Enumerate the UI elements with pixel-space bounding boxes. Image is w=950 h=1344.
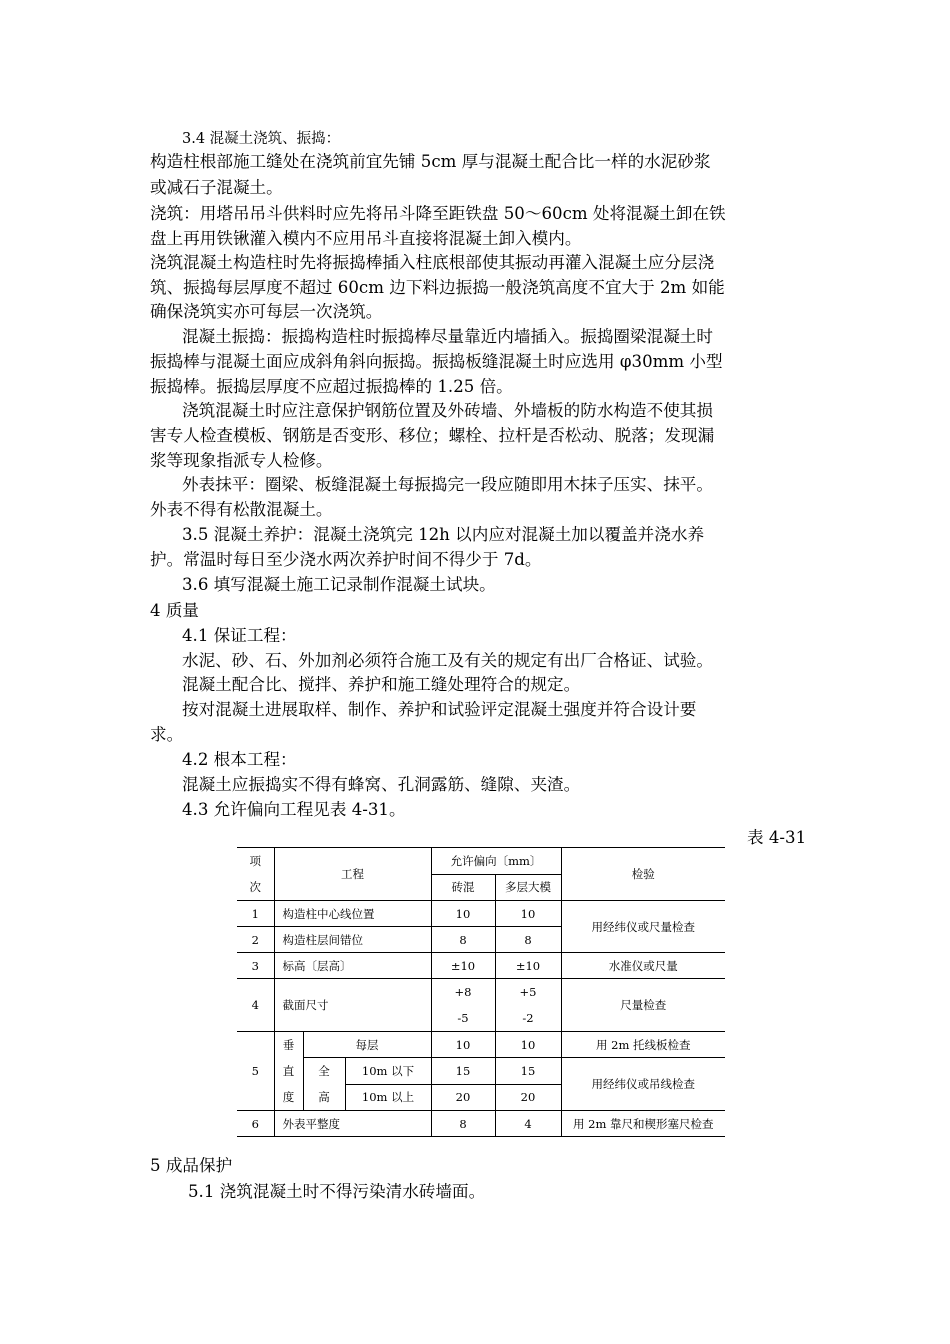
paragraph-line: 浇筑混凝土时应注意保护钢筋位置及外砖墙、外墙板的防水构造不使其损: [182, 401, 713, 420]
row-no: 3: [237, 953, 274, 979]
paragraph-line: 筑、振捣每层厚度不超过 60cm 边下料边振捣一般浇筑高度不宜大于 2m 如能: [150, 278, 725, 297]
section-heading-3-6: 3.6 填写混凝土施工记录制作混凝土试块。: [182, 575, 496, 594]
paragraph-line: 护。常温时每日至少浇水两次养护时间不得少于 7d。: [150, 550, 542, 569]
paragraph-line: 混凝土配合比、搅拌、养护和施工缝处理符合的规定。: [182, 675, 581, 694]
row-brick: 8: [431, 927, 495, 953]
paragraph-line: 按对混凝土进展取样、制作、养护和试验评定混凝土强度并符合设计要: [182, 700, 697, 719]
row-no: 5: [237, 1032, 274, 1111]
section-heading-4-1: 4.1 保证工程：: [182, 626, 297, 645]
row-multi: 15: [495, 1058, 561, 1085]
table-caption: 表 4-31: [747, 828, 807, 847]
section-heading-5-1: 5.1 浇筑混凝土时不得污染清水砖墙面。: [188, 1182, 486, 1201]
section-heading-4-3: 4.3 允许偏向工程见表 4-31。: [182, 800, 406, 819]
paragraph-line: 浇筑混凝土构造柱时先将振捣棒插入柱底根部使其振动再灌入混凝土应分层浇: [150, 253, 715, 272]
paragraph-line: 外表不得有松散混凝土。: [150, 500, 333, 519]
table-row: [237, 1058, 725, 1085]
table-header-row: [237, 848, 725, 875]
row-item: 构造柱层间错位: [274, 927, 431, 953]
row-check: 尺量检查: [561, 979, 725, 1032]
row-check: 用经纬仪或吊线检查: [561, 1058, 725, 1111]
paragraph-line: 水泥、砂、石、外加剂必须符合施工及有关的规定有出厂合格证、试验。: [182, 651, 713, 670]
row-multi: 4: [495, 1111, 561, 1137]
row-check: 用 2m 托线板检查: [561, 1032, 725, 1058]
section-heading-4-2: 4.2 根本工程：: [182, 750, 297, 769]
row-brick: 10: [431, 1032, 495, 1058]
row-no: 2: [237, 927, 274, 953]
row-subitem: 每层: [303, 1032, 431, 1058]
row-check: 用 2m 靠尺和楔形塞尺检查: [561, 1111, 725, 1137]
row-no: 6: [237, 1111, 274, 1137]
row-subitem-all: 全 高: [303, 1058, 345, 1111]
row-item-vertical: 垂 直 度: [274, 1032, 303, 1111]
paragraph-line: 混凝土应振捣实不得有蜂窝、孔洞露筋、缝隙、夹渣。: [182, 775, 581, 794]
paragraph-line: 求。: [150, 725, 184, 744]
row-brick: 8: [431, 1111, 495, 1137]
table-row: [237, 1032, 725, 1058]
row-brick: 15: [431, 1058, 495, 1085]
table-row: [237, 901, 725, 927]
paragraph-line: 害专人检查模板、钢筋是否变形、移位；螺栓、拉杆是否松动、脱落；发现漏: [150, 426, 715, 445]
tolerance-table: [237, 847, 725, 1137]
row-multi: 8: [495, 927, 561, 953]
row-brick: 20: [431, 1084, 495, 1111]
header-check: 检验: [561, 848, 725, 901]
header-tolerance: 允许偏向〔mm〕: [431, 848, 561, 875]
paragraph-line: 混凝土振捣：振捣构造柱时振捣棒尽量靠近内墙插入。振捣圈梁混凝土时: [182, 327, 713, 346]
paragraph-line: 或减石子混凝土。: [150, 178, 283, 197]
paragraph-line: 确保浇筑实亦可每层一次浇筑。: [150, 302, 383, 321]
paragraph-line: 振捣棒。振捣层厚度不应超过振捣棒的 1.25 倍。: [150, 377, 513, 396]
table-row: [237, 1111, 725, 1137]
table-row: [237, 953, 725, 979]
paragraph-line: 浆等现象指派专人检修。: [150, 451, 333, 470]
row-multi: +5 -2: [495, 979, 561, 1032]
row-item: 构造柱中心线位置: [274, 901, 431, 927]
row-multi: 20: [495, 1084, 561, 1111]
row-brick: +8 -5: [431, 979, 495, 1032]
section-heading-5: 5 成品保护: [150, 1156, 233, 1175]
row-item: 标高〔层高〕: [274, 953, 431, 979]
row-no: 1: [237, 901, 274, 927]
paragraph-line: 盘上再用铁锹灌入模内不应用吊斗直接将混凝土卸入模内。: [150, 229, 582, 248]
section-heading-4: 4 质量: [150, 601, 200, 620]
header-no: 项 次: [237, 848, 274, 901]
row-brick: 10: [431, 901, 495, 927]
row-subitem: 10m 以下: [345, 1058, 431, 1085]
row-check: 水准仪或尺量: [561, 953, 725, 979]
table-row: [237, 979, 725, 1032]
paragraph-line: 外表抹平：圈梁、板缝混凝土每振捣完一段应随即用木抹子压实、抹平。: [182, 475, 713, 494]
row-multi: 10: [495, 901, 561, 927]
paragraph-line: 浇筑：用塔吊吊斗供料时应先将吊斗降至距铁盘 50～60cm 处将混凝土卸在铁: [150, 204, 726, 223]
section-heading-3-5: 3.5 混凝土养护：混凝土浇筑完 12h 以内应对混凝土加以覆盖并浇水养: [182, 525, 705, 544]
row-brick: ±10: [431, 953, 495, 979]
paragraph-line: 构造柱根部施工缝处在浇筑前宜先铺 5cm 厚与混凝土配合比一样的水泥砂浆: [150, 152, 711, 171]
row-subitem: 10m 以上: [345, 1084, 431, 1111]
row-check: 用经纬仪或尺量检查: [561, 901, 725, 953]
header-item: 工程: [274, 848, 431, 901]
header-brick: 砖混: [431, 874, 495, 901]
paragraph-line: 振捣棒与混凝土面应成斜角斜向振捣。振捣板缝混凝土时应选用 φ30mm 小型: [150, 352, 723, 371]
row-no: 4: [237, 979, 274, 1032]
section-heading-3-4: 3.4 混凝土浇筑、振捣：: [182, 131, 341, 147]
row-item: 外表平整度: [274, 1111, 431, 1137]
row-item: 截面尺寸: [274, 979, 431, 1032]
row-multi: 10: [495, 1032, 561, 1058]
row-multi: ±10: [495, 953, 561, 979]
header-multi: 多层大模: [495, 874, 561, 901]
